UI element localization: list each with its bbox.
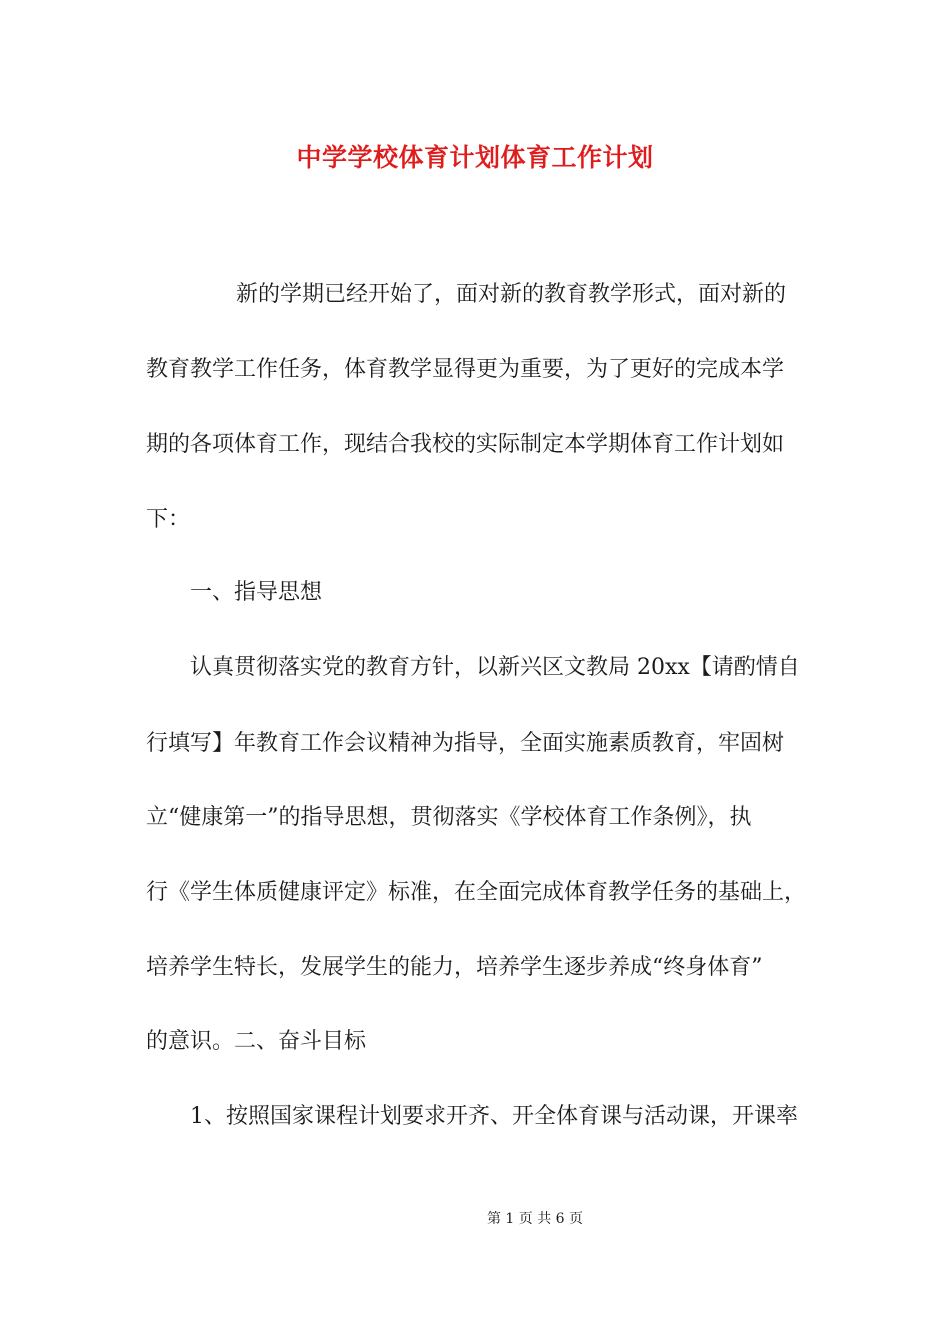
paragraph-line: 立“健康第一”的指导思想，贯彻落实《学校体育工作条例》，执 [146, 805, 752, 830]
paragraph-line: 教育教学工作任务，体育教学显得更为重要，为了更好的完成本学 [146, 357, 785, 382]
paragraph-line: 行《学生体质健康评定》标准，在全面完成体育教学任务的基础上， [146, 880, 807, 905]
paragraph-line: 下： [146, 507, 191, 532]
section-heading: 一、指导思想 [190, 580, 323, 605]
paragraph-line: 认真贯彻落实党的教育方针，以新兴区文教局 20xx【请酌情自 [190, 655, 800, 680]
paragraph-line: 1、按照国家课程计划要求开齐、开全体育课与活动课，开课率 [190, 1104, 798, 1129]
paragraph-line: 培养学生特长，发展学生的能力，培养学生逐步养成“终身体育” [146, 955, 763, 980]
paragraph-line: 新的学期已经开始了，面对新的教育教学形式，面对新的 [236, 282, 787, 307]
page-number: 第 1 页 共 6 页 [486, 1211, 584, 1227]
document-title: 中学学校体育计划体育工作计划 [296, 143, 654, 172]
paragraph-line: 的意识。二、奋斗目标 [146, 1029, 367, 1054]
paragraph-line: 行填写】年教育工作会议精神为指导，全面实施素质教育，牢固树 [146, 731, 785, 756]
paragraph-line: 期的各项体育工作，现结合我校的实际制定本学期体育工作计划如 [146, 432, 785, 457]
